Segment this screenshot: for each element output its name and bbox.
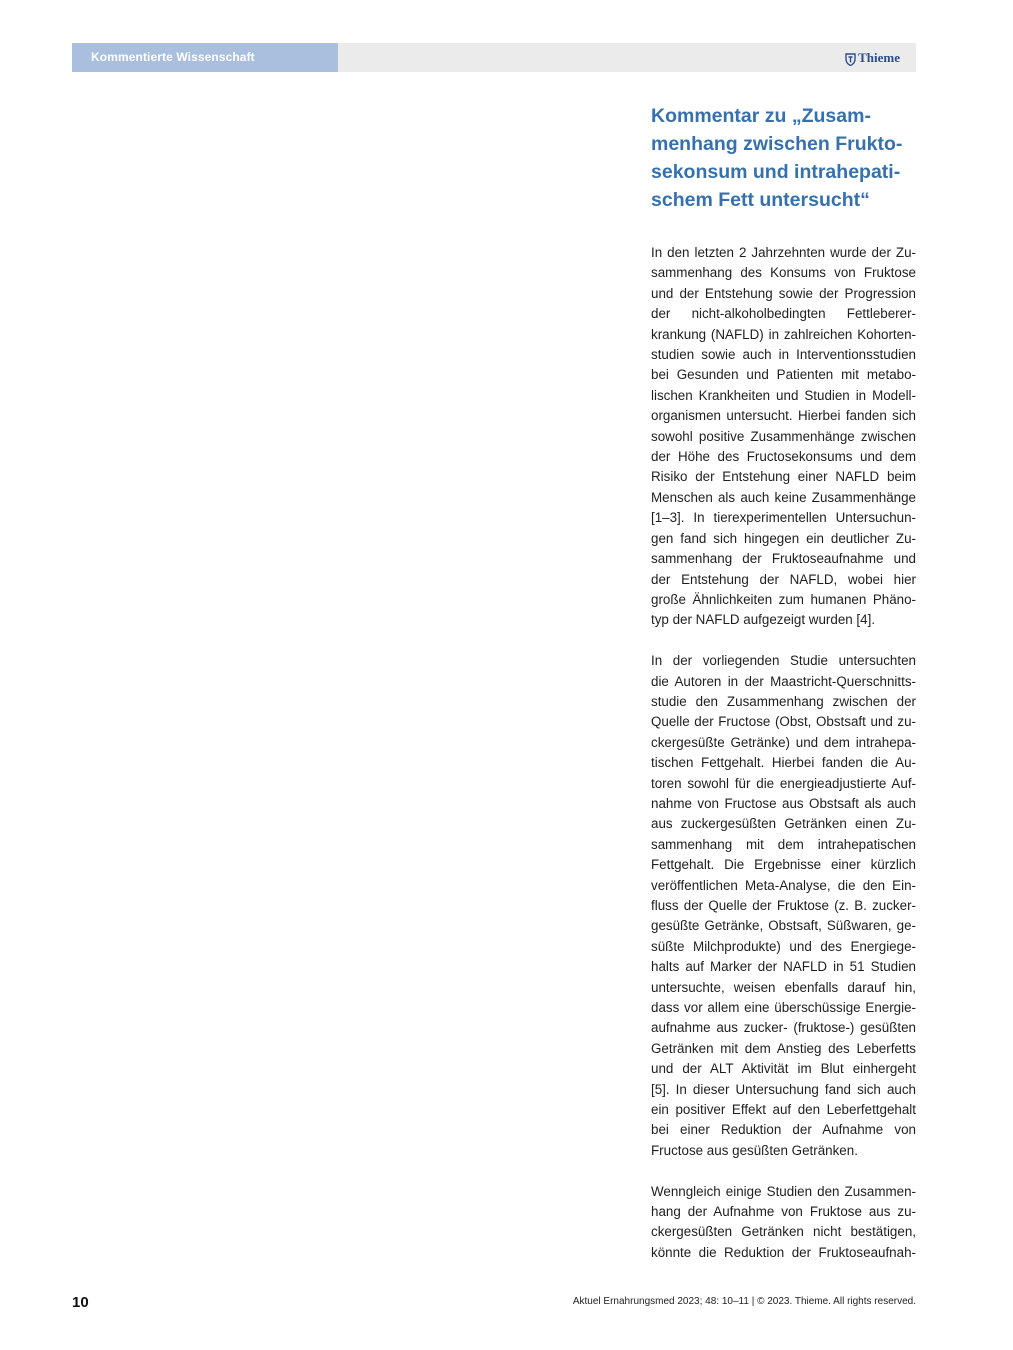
text-line: ckergesüßten Getränken nicht bestätigen, bbox=[651, 1224, 916, 1240]
article-paragraph bbox=[651, 1182, 916, 1264]
text-line: die Autoren in der Maastricht-Querschnitts- bbox=[651, 673, 916, 689]
header-bar bbox=[72, 43, 916, 72]
text-line: dass vor allem eine überschüssige Energie- bbox=[651, 1000, 916, 1016]
title-line: Kommentar zu „Zusam- bbox=[651, 105, 871, 127]
text-line: gen fand sich hingegen ein deutlicher Zu- bbox=[651, 530, 916, 546]
text-line: halts auf Marker der NAFLD in 51 Studien bbox=[651, 959, 916, 975]
thieme-shield-icon bbox=[845, 53, 856, 66]
article-body bbox=[651, 243, 916, 1284]
text-line: krankung (NAFLD) in zahlreichen Kohorten- bbox=[651, 326, 916, 342]
text-line: süßte Milchprodukte) und des Energiege- bbox=[651, 938, 916, 954]
text-line: studien sowie auch in Interventionsstudien bbox=[651, 347, 916, 363]
text-line: [5]. In dieser Untersuchung fand sich auch bbox=[651, 1081, 916, 1097]
text-line: sowohl positive Zusammenhänge zwischen bbox=[651, 428, 916, 444]
brand-logo bbox=[845, 43, 900, 72]
text-line: könnte die Reduktion der Fruktoseaufnah- bbox=[651, 1244, 916, 1260]
text-line: organismen untersucht. Hierbei fanden sich bbox=[651, 408, 916, 424]
page-number: 10 bbox=[72, 1294, 89, 1311]
text-line: [1–3]. In tierexperimentellen Untersuchun- bbox=[651, 510, 916, 526]
title-line: menhang zwischen Frukto- bbox=[651, 133, 903, 155]
text-line: toren sowohl für die energieadjustierte Auf- bbox=[651, 775, 916, 791]
text-line: sammenhang mit dem intrahepatischen bbox=[651, 836, 916, 852]
text-line: Getränken mit dem Anstieg des Leberfetts bbox=[651, 1040, 916, 1056]
text-line: Fettgehalt. Die Ergebnisse einer kürzlich bbox=[651, 857, 916, 873]
text-line: und der ALT Aktivität im Blut einhergeht bbox=[651, 1061, 916, 1077]
text-line: lischen Krankheiten und Studien in Modell- bbox=[651, 387, 916, 403]
text-line: der nicht-alkoholbedingten Fettleberer- bbox=[651, 306, 916, 322]
text-line: veröffentlichen Meta-Analyse, die den Ein- bbox=[651, 877, 916, 893]
section-label: Kommentierte Wissenschaft bbox=[72, 43, 338, 72]
text-line: fluss der Quelle der Fruktose (z. B. zucker- bbox=[651, 897, 916, 913]
article-paragraph bbox=[651, 651, 916, 1161]
text-line: Wenngleich einige Studien den Zusammen- bbox=[651, 1183, 916, 1199]
text-line: Menschen als auch keine Zusammenhänge bbox=[651, 489, 916, 505]
text-line: typ der NAFLD aufgezeigt wurden [4]. bbox=[651, 612, 876, 628]
text-line: untersuchte, weisen ebenfalls darauf hin, bbox=[651, 979, 916, 995]
text-line: nahme von Fructose aus Obstsaft als auch bbox=[651, 795, 916, 811]
text-line: tischen Fettgehalt. Hierbei fanden die Au- bbox=[651, 755, 916, 771]
text-line: ckergesüßte Getränke) und dem intrahepa- bbox=[651, 734, 916, 750]
title-line: sekonsum und intrahepati- bbox=[651, 161, 901, 183]
text-line: der Entstehung der NAFLD, wobei hier bbox=[651, 571, 916, 587]
text-line: Quelle der Fructose (Obst, Obstsaft und zu- bbox=[651, 714, 916, 730]
text-line: der Höhe des Fructosekonsums und dem bbox=[651, 449, 916, 465]
text-line: gesüßte Getränke, Obstsaft, Süßwaren, ge- bbox=[651, 918, 916, 934]
text-line: sammenhang des Konsums von Fruktose bbox=[651, 265, 916, 281]
text-line: In den letzten 2 Jahrzehnten wurde der Zu- bbox=[651, 245, 916, 260]
text-line: studie den Zusammenhang zwischen der bbox=[651, 693, 916, 709]
text-line: aus zuckergesüßten Getränken einen Zu- bbox=[651, 816, 916, 832]
text-line: und der Entstehung sowie der Progression bbox=[651, 285, 916, 301]
article-paragraph bbox=[651, 243, 916, 631]
text-line: hang der Aufnahme von Fruktose aus zu- bbox=[651, 1204, 916, 1220]
text-line: große Ähnlichkeiten zum humanen Phäno- bbox=[651, 591, 916, 607]
text-line: Risiko der Entstehung einer NAFLD beim bbox=[651, 469, 916, 485]
text-line: In der vorliegenden Studie untersuchten bbox=[651, 653, 916, 669]
text-line: aufnahme aus zucker- (fruktose-) gesüßten bbox=[651, 1020, 916, 1036]
article-title bbox=[651, 102, 919, 214]
text-line: bei einer Reduktion der Aufnahme von bbox=[651, 1122, 916, 1138]
text-line: ein positiver Effekt auf den Leberfettgehalt bbox=[651, 1102, 916, 1118]
title-line: schem Fett untersucht“ bbox=[651, 189, 870, 211]
text-line: bei Gesunden und Patienten mit metabo- bbox=[651, 367, 916, 383]
brand-name: Thieme bbox=[858, 50, 900, 65]
citation: Aktuel Ernahrungsmed 2023; 48: 10–11 | © 2023. Thieme. All rights reserved. bbox=[572, 1296, 916, 1307]
text-line: Fructose aus gesüßten Getränken. bbox=[651, 1142, 858, 1158]
text-line: sammenhang der Fruktoseaufnahme und bbox=[651, 551, 916, 567]
